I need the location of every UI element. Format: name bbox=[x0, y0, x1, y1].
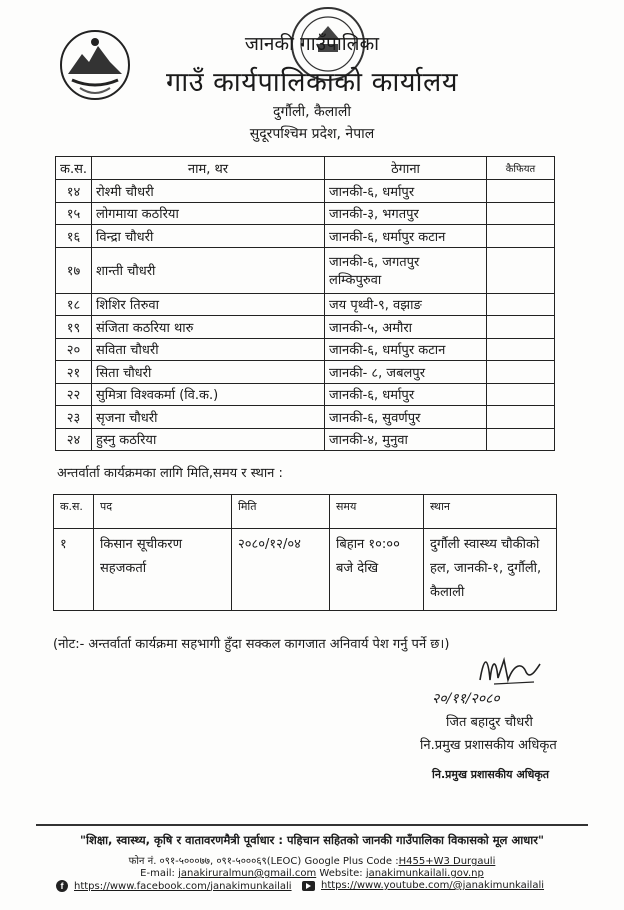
cell-address bbox=[325, 338, 487, 361]
footer-contact bbox=[0, 868, 624, 879]
cell-remarks bbox=[487, 428, 555, 451]
municipality-name: जानकी गाउँपालिका bbox=[244, 33, 380, 55]
table-header-row bbox=[56, 157, 555, 180]
address-line: जानकी-६, सुवर्णपुर bbox=[329, 410, 421, 426]
cell-name: लोगमाया कठरिया bbox=[92, 202, 325, 225]
table-row bbox=[56, 293, 555, 316]
email-link[interactable]: janakiruralmun@gmail.com bbox=[178, 868, 317, 879]
cell-address bbox=[325, 383, 487, 406]
cell-post: किसान सूचीकरण सहजकर्ता bbox=[94, 529, 232, 611]
col-header-post: पद bbox=[94, 495, 232, 529]
interview-section-label: अन्तर्वार्ता कार्यक्रमका लागि मिति,समय र स्थान : bbox=[57, 466, 283, 481]
address-line: जानकी-६, धर्मापुर bbox=[329, 388, 415, 404]
table-row bbox=[56, 180, 555, 203]
cell-address bbox=[325, 316, 487, 339]
table-row bbox=[56, 202, 555, 225]
interview-schedule-table bbox=[53, 494, 557, 611]
col-header-sn: क.स. bbox=[56, 157, 92, 180]
signer-name: जित बहादुर चौधरी bbox=[446, 715, 533, 730]
footer-phone bbox=[0, 853, 624, 867]
cell-address bbox=[325, 225, 487, 248]
cell-address bbox=[325, 293, 487, 316]
website-link[interactable]: janakimunkailali.gov.np bbox=[365, 868, 484, 879]
address-line: जानकी-४, मुनुवा bbox=[329, 433, 408, 449]
office-location: दुर्गौली, कैलाली bbox=[273, 104, 351, 120]
cell-address bbox=[325, 428, 487, 451]
cell-sn: २२ bbox=[56, 383, 92, 406]
col-header-venue: स्थान bbox=[424, 495, 557, 529]
address-line: जानकी-६, धर्मापुर कटान bbox=[329, 229, 446, 245]
table-row bbox=[54, 529, 557, 611]
title-stamp: नि.प्रमुख प्रशासकीय अधिकृत bbox=[432, 768, 550, 781]
address-line-2: लम्किपुरुवा bbox=[329, 273, 382, 288]
facebook-icon: f bbox=[56, 880, 68, 892]
cell-name: विन्द्रा चौधरी bbox=[92, 225, 325, 248]
candidate-table bbox=[55, 156, 555, 451]
youtube-link[interactable]: https://www.youtube.com/@janakimunkailali bbox=[321, 880, 545, 891]
table-row bbox=[56, 338, 555, 361]
cell-name: रोश्मी चौधरी bbox=[92, 180, 325, 203]
cell-sn: १७ bbox=[56, 247, 92, 293]
address-line: जानकी-३, भगतपुर bbox=[329, 207, 419, 223]
website-label: Website: bbox=[319, 868, 363, 879]
col-header-name: नाम, थर bbox=[92, 157, 325, 180]
cell-name: शिशिर तिरुवा bbox=[92, 293, 325, 316]
cell-date: २०८०/१२/०४ bbox=[232, 529, 330, 611]
cell-remarks bbox=[487, 293, 555, 316]
address-line: जानकी- ८, जबलपुर bbox=[329, 365, 426, 381]
signer-title: नि.प्रमुख प्रशासकीय अधिकृत bbox=[420, 738, 557, 753]
footer-motto: "शिक्षा, स्वास्थ्य, कृषि र वातावरणमैत्री पूर्वाधार : पहिचान सहितको जानकी गाउँपालिका विकासको मूल आधार" bbox=[80, 833, 544, 847]
cell-name: सविता चौधरी bbox=[92, 338, 325, 361]
cell-sn: १५ bbox=[56, 202, 92, 225]
office-title: गाउँ कार्यपालिकाको कार्यालय bbox=[166, 67, 458, 98]
facebook-row bbox=[56, 880, 292, 892]
col-header-address: ठेगाना bbox=[325, 157, 487, 180]
address-line: जानकी-५, अमौरा bbox=[329, 320, 413, 336]
cell-address bbox=[325, 247, 487, 293]
cell-name: सुमित्रा विश्वकर्मा (वि.क.) bbox=[92, 383, 325, 406]
note-text: (नोट:- अन्तर्वार्ता कार्यक्रमा सहभागी हुँदा सक्कल कागजात अनिवार्य पेश गर्नु पर्ने छ।) bbox=[53, 637, 450, 652]
table-row bbox=[56, 316, 555, 339]
cell-venue: दुर्गौली स्वास्थ्य चौकीको हल, जानकी-१, दुर्गौली, कैलाली bbox=[424, 529, 557, 611]
cell-remarks bbox=[487, 361, 555, 384]
table-row bbox=[56, 383, 555, 406]
cell-name: शान्ती चौधरी bbox=[92, 247, 325, 293]
email-label: E-mail: bbox=[140, 868, 175, 879]
table-header-row bbox=[54, 495, 557, 529]
office-province: सुदूरपश्चिम प्रदेश, नेपाल bbox=[249, 126, 375, 142]
cell-sn: १६ bbox=[56, 225, 92, 248]
table-row bbox=[56, 361, 555, 384]
cell-remarks bbox=[487, 202, 555, 225]
cell-remarks bbox=[487, 406, 555, 429]
signature-date: २०/११/२०८० bbox=[432, 691, 500, 707]
cell-name: सृजना चौधरी bbox=[92, 406, 325, 429]
cell-sn: २४ bbox=[56, 428, 92, 451]
plus-code: H455+W3 Durgauli bbox=[398, 856, 496, 867]
cell-sn: २३ bbox=[56, 406, 92, 429]
cell-address bbox=[325, 180, 487, 203]
address-line: जानकी-६, धर्मापुर bbox=[329, 184, 415, 200]
youtube-icon bbox=[302, 881, 315, 891]
cell-remarks bbox=[487, 225, 555, 248]
facebook-link[interactable]: https://www.facebook.com/janakimunkailali bbox=[74, 880, 292, 892]
address-line: जानकी-६, धर्मापुर कटान bbox=[329, 343, 446, 359]
handwritten-signature bbox=[474, 650, 544, 690]
col-header-date: मिति bbox=[232, 495, 330, 529]
cell-address bbox=[325, 361, 487, 384]
address-line: जय पृथ्वी-९, वझाङ bbox=[329, 298, 422, 314]
table-row bbox=[56, 428, 555, 451]
phone-numbers: फोन नं. ०९१-५०००७७, ०९१-५०००६९(LEOC) Google Plus Code : bbox=[128, 856, 399, 867]
col-header-sn: क.स. bbox=[54, 495, 94, 529]
cell-remarks bbox=[487, 316, 555, 339]
table-row bbox=[56, 406, 555, 429]
cell-sn: १ bbox=[54, 529, 94, 611]
cell-time: बिहान १०:०० बजे देखि bbox=[330, 529, 424, 611]
cell-remarks bbox=[487, 180, 555, 203]
cell-name: हुस्नु कठरिया bbox=[92, 428, 325, 451]
cell-remarks bbox=[487, 247, 555, 293]
cell-sn: २० bbox=[56, 338, 92, 361]
cell-name: सिता चौधरी bbox=[92, 361, 325, 384]
table-row bbox=[56, 247, 555, 293]
footer-divider bbox=[36, 824, 588, 826]
cell-name: संजिता कठरिया थारु bbox=[92, 316, 325, 339]
table-row bbox=[56, 225, 555, 248]
col-header-remarks: कैफियत bbox=[487, 157, 555, 180]
cell-address bbox=[325, 202, 487, 225]
col-header-time: समय bbox=[330, 495, 424, 529]
address-line: जानकी-६, जगतपुर bbox=[329, 255, 420, 270]
cell-sn: १४ bbox=[56, 180, 92, 203]
cell-sn: २१ bbox=[56, 361, 92, 384]
cell-remarks bbox=[487, 383, 555, 406]
cell-sn: १९ bbox=[56, 316, 92, 339]
cell-remarks bbox=[487, 338, 555, 361]
cell-sn: १८ bbox=[56, 293, 92, 316]
cell-address bbox=[325, 406, 487, 429]
youtube-row bbox=[302, 880, 544, 891]
